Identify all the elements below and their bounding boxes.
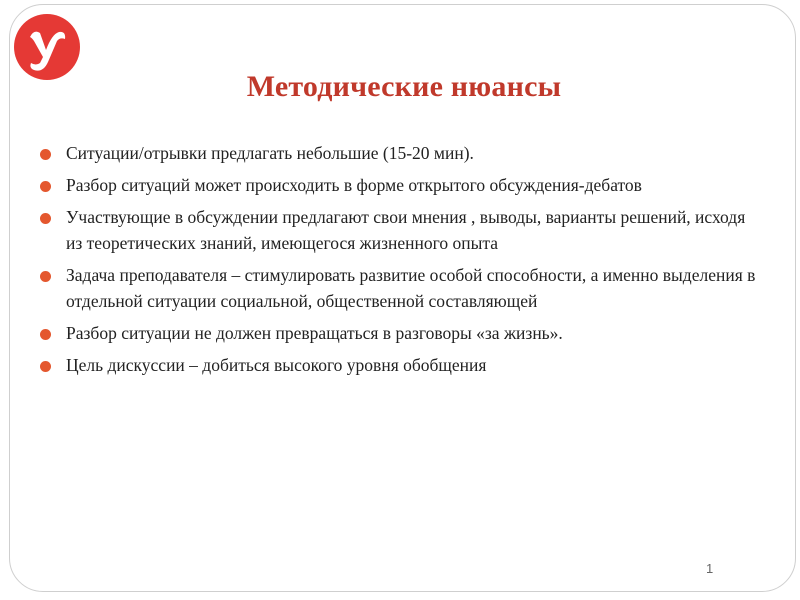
page-number: 1: [706, 561, 714, 576]
bullet-item: [40, 172, 760, 198]
bullet-item: [40, 204, 760, 256]
bullet-text: Разбор ситуаций может происходить в форме открытого обсуждения-дебатов: [66, 175, 642, 195]
bullet-dot-icon: [40, 213, 51, 224]
bullet-text: Разбор ситуации не должен превращаться в разговоры «за жизнь».: [66, 323, 563, 343]
bullet-dot-icon: [40, 149, 51, 160]
bullet-dot-icon: [40, 361, 51, 372]
bullet-dot-icon: [40, 271, 51, 282]
slide-title: Методические нюансы: [246, 70, 562, 103]
bullet-item: [40, 140, 760, 166]
bullet-list: [40, 140, 760, 384]
bullet-text: Ситуации/отрывки предлагать небольшие (15-20 мин).: [66, 143, 474, 163]
bullet-item: [40, 262, 760, 314]
bullet-dot-icon: [40, 329, 51, 340]
bullet-text: Цель дискуссии – добиться высокого уровня обобщения: [66, 355, 487, 375]
bullet-dot-icon: [40, 181, 51, 192]
bullet-item: [40, 320, 760, 346]
bullet-text: Задача преподавателя – стимулировать развитие особой способности, а именно выделения в отдельной ситуации социальной, общественной составляющей: [66, 265, 756, 311]
bullet-text: Участвующие в обсуждении предлагают свои мнения , выводы, варианты решений, исходя из теоретических знаний, имеющегося жизненного опыта: [66, 207, 746, 253]
bullet-item: [40, 352, 760, 378]
